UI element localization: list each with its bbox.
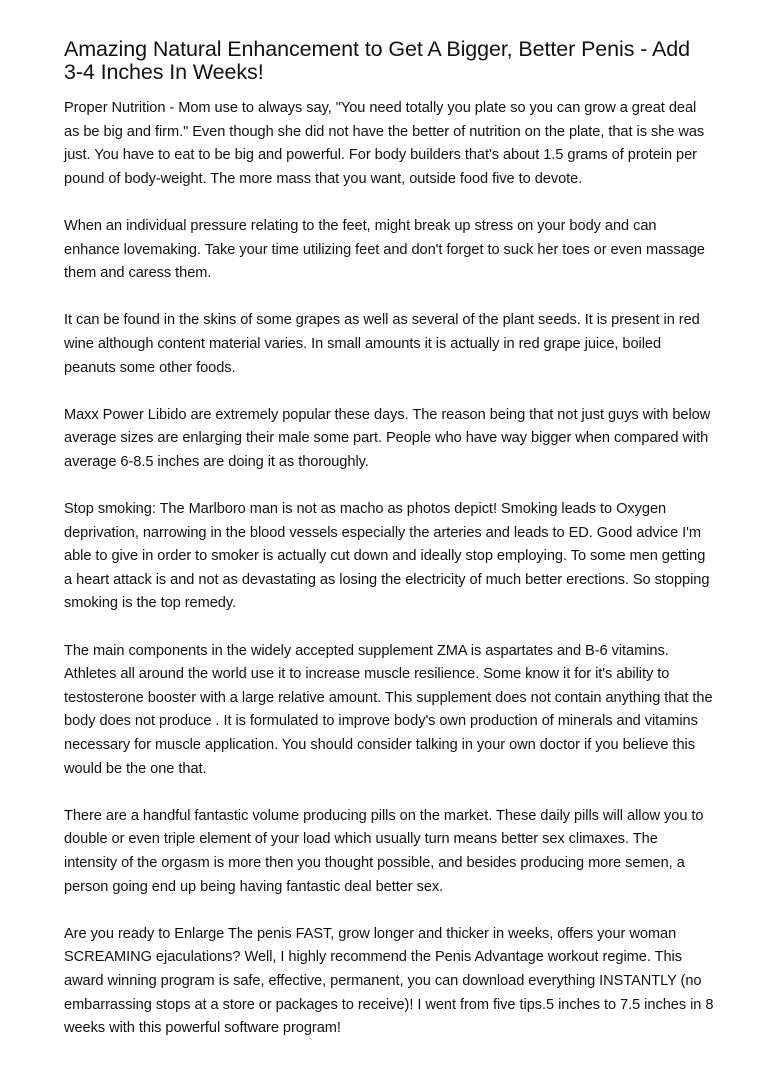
- document-title: Amazing Natural Enhancement to Get A Bigger, Better Penis - Add 3-4 Inches In Weeks!: [64, 37, 690, 84]
- paragraph-nutrition: Proper Nutrition - Mom use to always say, "You need totally you plate so you can grow a great deal as be big and firm." Even though she did not have the better of nutrition on the plate, that is she was just. You have to eat to be big and powerful. For body builders that's about 1.5 grams of protein per pound of body-weight. The more mass that you want, outside food five to devote.: [64, 100, 705, 187]
- paragraph-zma: The main components in the widely accepted supplement ZMA is aspartates and B-6 vitamins. Athletes all around the world use it to increase muscle resilience. Some know it for it's ability to testosterone booster with a large relative amount. This supplement does not contain anything that the body does not produce . It is formulated to improve body's own production of minerals and vitamins necessary for muscle application. You should consider talking in your own doctor if you believe this would be the one that.: [64, 642, 713, 777]
- paragraph-feet: When an individual pressure relating to the feet, might break up stress on your body and can enhance lovemaking. Take your time utilizing feet and don't forget to suck her toes or even massage them and caress them.: [64, 217, 705, 282]
- paragraph-stop-smoking: Stop smoking: The Marlboro man is not as macho as photos depict! Smoking leads to Oxygen deprivation, narrowing in the blood vessels especially the arteries and leads to ED. Good advice I'm able to give in order to smoker is actually cut down and ideally stop employing. To some men getting a heart attack is and not as devastating as losing the electricity of much better erections. So stopping smoking is the top remedy.: [64, 501, 710, 612]
- paragraph-maxx-power: Maxx Power Libido are extremely popular these days. The reason being that not just guys with below average sizes are enlarging their male some part. People who have way bigger when compared with average 6-8.5 inches are doing it as thoroughly.: [64, 406, 711, 470]
- document-page: [64, 38, 714, 1064]
- paragraph-grapes: It can be found in the skins of some grapes as well as several of the plant seeds. It is present in red wine although content material varies. In small amounts it is actually in red grape juice, boiled peanuts some other foods.: [64, 312, 700, 376]
- paragraph-volume-pills: There are a handful fantastic volume producing pills on the market. These daily pills will allow you to double or even triple element of your load which usually turn means better sex climaxes. The intensity of the orgasm is more then you thought possible, and besides producing more semen, a person going end up being having fantastic deal better sex.: [64, 807, 704, 895]
- paragraph-enlarge: Are you ready to Enlarge The penis FAST, grow longer and thicker in weeks, offers your woman SCREAMING ejaculations? Well, I highly recommend the Penis Advantage workout regime. This award winning program is safe, effective, permanent, you can download everything INSTANTLY (no embarrassing stops at a store or packages to receive)! I went from five tips.5 inches to 7.5 inches in 8 weeks with this powerful software program!: [64, 925, 714, 1037]
